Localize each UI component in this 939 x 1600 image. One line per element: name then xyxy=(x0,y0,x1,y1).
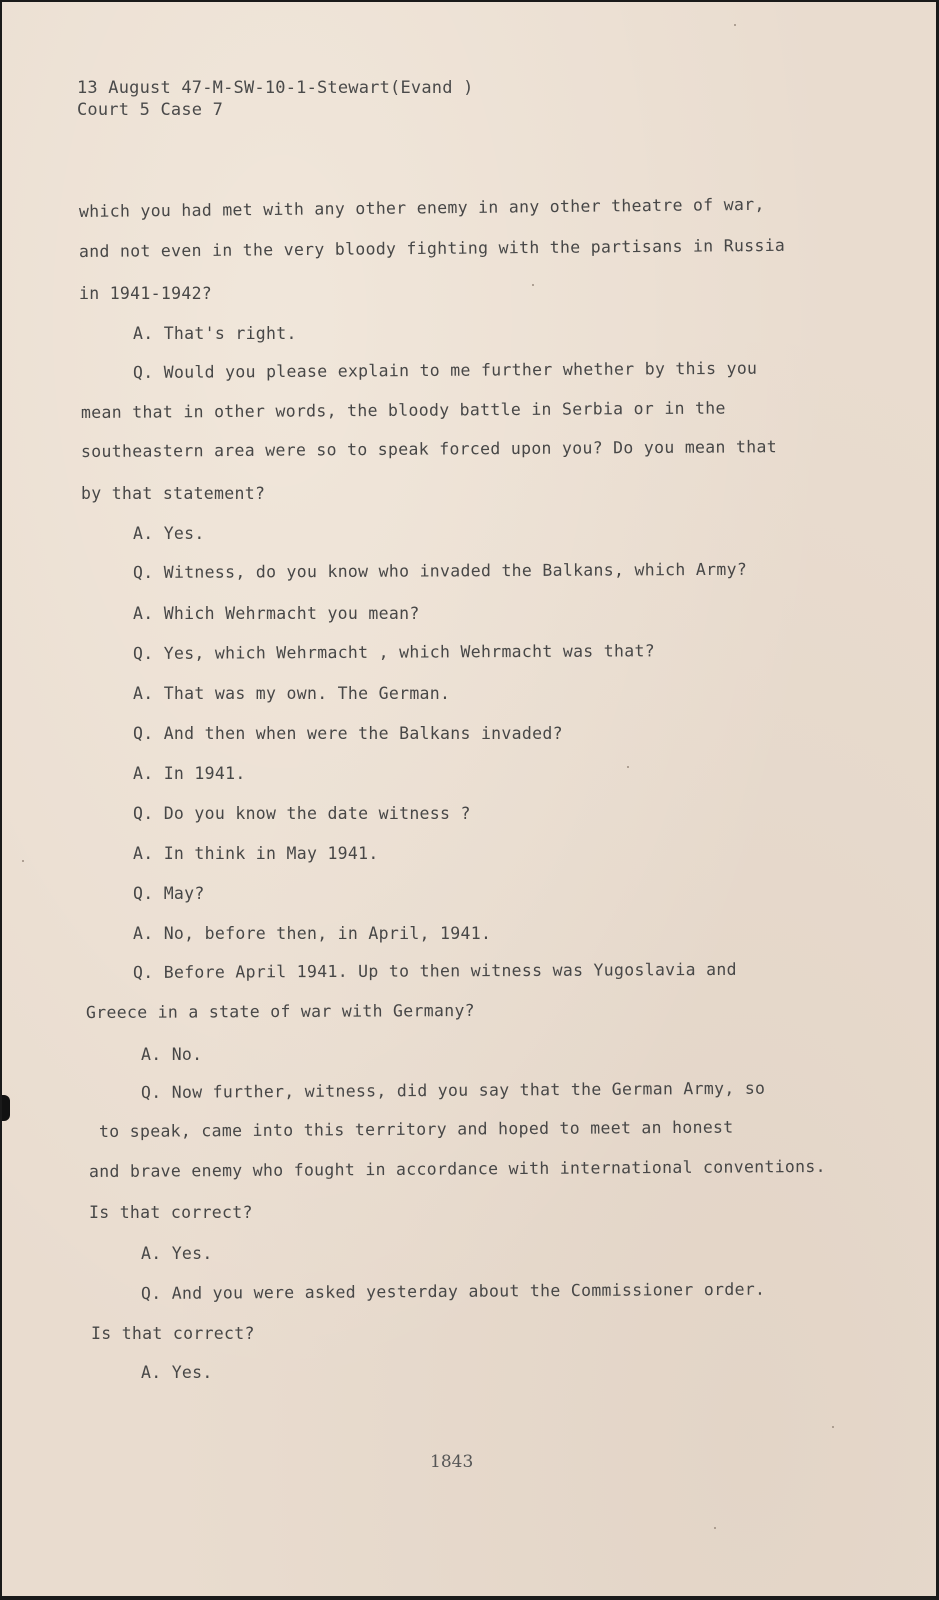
paper-speck xyxy=(734,24,736,26)
transcript-line: Greece in a state of war with Germany? xyxy=(85,1000,475,1022)
header-court-line: Court 5 Case 7 xyxy=(77,100,224,120)
transcript-line: Q. Do you know the date witness ? xyxy=(133,804,471,823)
transcript-line: to speak, came into this territory and hoped to meet an honest xyxy=(98,1117,734,1141)
paper-speck xyxy=(22,860,24,862)
transcript-line: mean that in other words, the bloody battle in Serbia or in the xyxy=(80,398,726,422)
paper-speck xyxy=(627,766,629,768)
transcript-line: Q. Now further, witness, did you say that the German Army, so xyxy=(140,1078,766,1102)
paper-speck xyxy=(714,1527,716,1529)
transcript-line: A. That was my own. The German. xyxy=(133,684,451,703)
transcript-line: A. Yes. xyxy=(133,524,205,543)
binding-mark xyxy=(2,1095,10,1121)
transcript-line: Q. May? xyxy=(133,884,205,903)
transcript-line: A. In think in May 1941. xyxy=(133,844,379,863)
transcript-line: A. Yes. xyxy=(141,1363,213,1382)
transcript-line: Q. Yes, which Wehrmacht , which Wehrmacht was that? xyxy=(132,641,655,663)
transcript-line: Q. Would you please explain to me further whether by this you xyxy=(132,358,758,382)
transcript-line: A. In 1941. xyxy=(133,764,246,783)
transcript-line: A. That's right. xyxy=(133,324,297,343)
transcript-line: Q. And you were asked yesterday about the Commissioner order. xyxy=(140,1279,766,1303)
transcript-line: Q. Witness, do you know who invaded the Balkans, which Army? xyxy=(132,559,748,582)
transcript-line: southeastern area were so to speak forced upon you? Do you mean that xyxy=(80,437,777,461)
transcript-line: and not even in the very bloody fighting with the partisans in Russia xyxy=(78,235,786,261)
transcript-line: A. Yes. xyxy=(141,1244,213,1263)
transcript-line: Is that correct? xyxy=(89,1203,253,1222)
transcript-line: A. No. xyxy=(141,1045,203,1064)
transcript-line: which you had met with any other enemy in any other theatre of war, xyxy=(78,194,765,221)
transcript-line: Is that correct? xyxy=(91,1324,255,1343)
header-date-case-line: 13 August 47-M-SW-10-1-Stewart(Evand ) xyxy=(77,78,474,98)
transcript-line: A. No, before then, in April, 1941. xyxy=(133,924,492,943)
transcript-line: by that statement? xyxy=(81,484,266,503)
transcript-line: A. Which Wehrmacht you mean? xyxy=(133,604,420,623)
paper-speck xyxy=(532,284,534,286)
paper-speck xyxy=(832,1426,834,1428)
transcript-line: in 1941-1942? xyxy=(79,284,213,303)
page-number: 1843 xyxy=(430,1452,474,1472)
transcript-line: Q. And then when were the Balkans invaded? xyxy=(133,724,563,743)
document-page xyxy=(2,2,936,1596)
transcript-line: Q. Before April 1941. Up to then witness was Yugoslavia and xyxy=(132,959,737,982)
transcript-line: and brave enemy who fought in accordance with international conventions. xyxy=(88,1156,826,1181)
